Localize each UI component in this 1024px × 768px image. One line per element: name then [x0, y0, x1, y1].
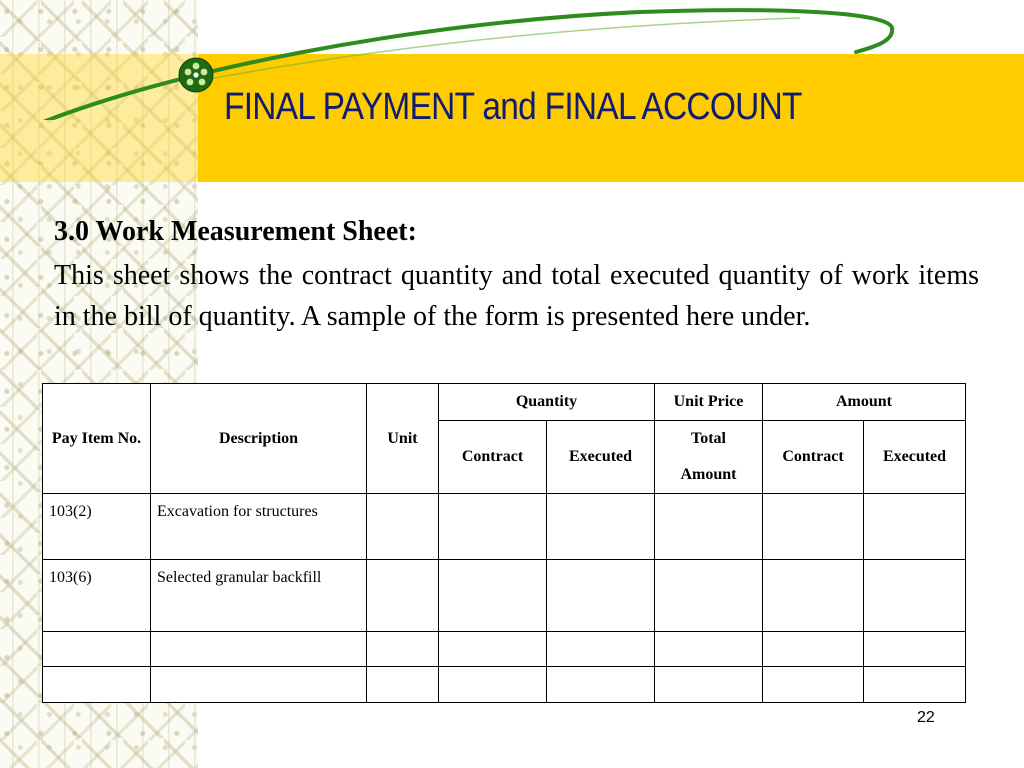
cell-total-amount: [655, 632, 763, 667]
cell-quantity-executed: [547, 494, 655, 560]
cell-description: [151, 560, 367, 632]
cell-amount-contract: [763, 632, 864, 667]
header-amount-contract: Contract: [763, 421, 864, 494]
header-unit-price: Unit Price: [655, 384, 763, 421]
header-description: Description: [151, 384, 367, 494]
cell-description-text: Excavation for structures: [157, 503, 318, 520]
green-orb-icon: [177, 56, 215, 94]
header-quantity-contract: Contract: [439, 421, 547, 494]
cell-unit: [367, 632, 439, 667]
section-heading: 3.0 Work Measurement Sheet:: [54, 216, 417, 247]
table-header-row-1: [43, 384, 966, 421]
table-row: [43, 667, 966, 703]
cell-pay-item: 103(6): [43, 560, 151, 632]
cell-unit: [367, 494, 439, 560]
cell-description-text: Selected granular backfill: [157, 569, 322, 586]
cell-pay-item: 103(2): [43, 494, 151, 560]
cell-quantity-contract: [439, 632, 547, 667]
intro-paragraph: This sheet shows the contract quantity and total executed quantity of work items in the bill of quantity. A sample of the form is presented here under.: [54, 260, 979, 332]
header-pay-item: Pay Item No.: [43, 384, 151, 494]
cell-amount-executed: [864, 667, 966, 703]
header-amount: Amount: [763, 384, 966, 421]
cell-amount-executed: [864, 632, 966, 667]
cell-description: [151, 632, 367, 667]
cell-quantity-executed: [547, 667, 655, 703]
table-row: [43, 494, 966, 560]
header-quantity-executed: Executed: [547, 421, 655, 494]
cell-amount-contract: [763, 667, 864, 703]
header-total-amount: Total Amount: [655, 421, 763, 494]
cell-quantity-executed: [547, 560, 655, 632]
cell-total-amount: [655, 667, 763, 703]
table-row: [43, 632, 966, 667]
cell-pay-item: [43, 632, 151, 667]
table-row: [43, 560, 966, 632]
cell-pay-item: [43, 667, 151, 703]
cell-total-amount: [655, 560, 763, 632]
cell-total-amount: [655, 494, 763, 560]
cell-quantity-contract: [439, 667, 547, 703]
cell-description: [151, 494, 367, 560]
header-unit: Unit: [367, 384, 439, 494]
cell-quantity-contract: [439, 494, 547, 560]
cell-unit: [367, 667, 439, 703]
cell-unit: [367, 560, 439, 632]
cell-quantity-executed: [547, 632, 655, 667]
slide-title: FINAL PAYMENT and FINAL ACCOUNT: [224, 86, 802, 128]
cell-amount-contract: [763, 560, 864, 632]
cell-quantity-contract: [439, 560, 547, 632]
page-number: 22: [917, 709, 935, 726]
cell-amount-executed: [864, 560, 966, 632]
work-measurement-table: [42, 383, 966, 703]
cell-amount-executed: [864, 494, 966, 560]
cell-description: [151, 667, 367, 703]
header-quantity: Quantity: [439, 384, 655, 421]
header-amount-executed: Executed: [864, 421, 966, 494]
cell-amount-contract: [763, 494, 864, 560]
